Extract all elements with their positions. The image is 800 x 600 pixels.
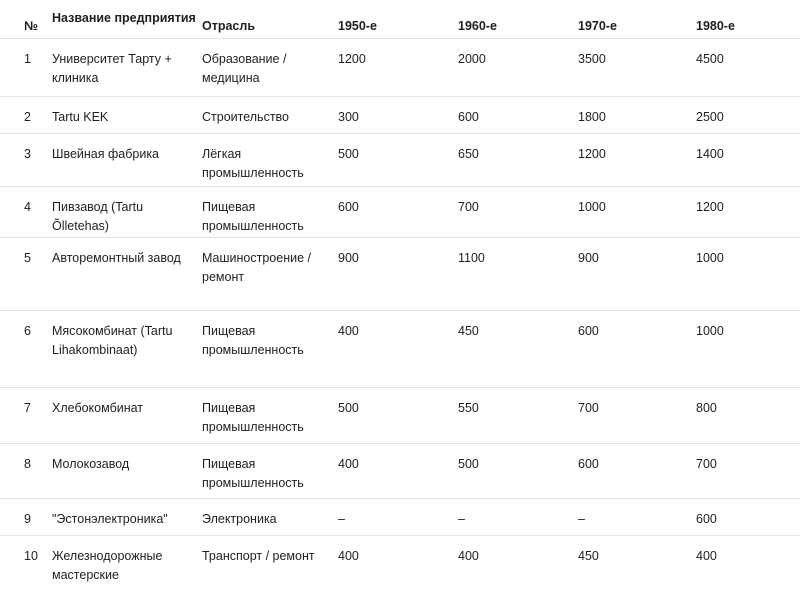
cell-1950s: 900 — [338, 250, 359, 265]
table-row — [0, 443, 800, 498]
cell-1980s: 400 — [696, 548, 717, 563]
cell-1980s: 1000 — [696, 323, 724, 338]
cell-1960s: 700 — [458, 199, 479, 214]
cell-name: Университет Тарту + клиника — [52, 51, 172, 85]
cell-1960s: 550 — [458, 400, 479, 415]
table-row — [0, 96, 800, 133]
cell-num: 4 — [24, 199, 31, 214]
cell-1970s: – — [578, 511, 585, 526]
cell-1960s: 500 — [458, 456, 479, 471]
cell-name: Хлебокомбинат — [52, 400, 144, 415]
table-row — [0, 38, 800, 96]
cell-name: Авторемонтный завод — [52, 250, 181, 265]
cell-num: 2 — [24, 109, 31, 124]
cell-1980s: 700 — [696, 456, 717, 471]
header-num: № — [24, 19, 38, 33]
cell-1970s: 700 — [578, 400, 599, 415]
cell-industry: Пищевая промышленность — [202, 400, 304, 434]
header-name: Название предприятия — [52, 11, 196, 25]
cell-1960s: 1100 — [458, 250, 485, 265]
cell-1950s: 400 — [338, 456, 359, 471]
cell-1980s: 1200 — [696, 199, 724, 214]
table-row — [0, 387, 800, 443]
table-row — [0, 535, 800, 591]
cell-1980s: 600 — [696, 511, 717, 526]
cell-industry: Транспорт / ремонт — [202, 548, 315, 563]
header-1980s: 1980-е — [696, 19, 735, 33]
cell-industry: Электроника — [202, 511, 277, 526]
header-1950s: 1950-е — [338, 19, 377, 33]
header-1960s: 1960-е — [458, 19, 497, 33]
cell-1970s: 600 — [578, 323, 599, 338]
table-row — [0, 237, 800, 310]
cell-1970s: 1000 — [578, 199, 606, 214]
cell-1960s: 600 — [458, 109, 479, 124]
cell-1970s: 1800 — [578, 109, 606, 124]
cell-1980s: 2500 — [696, 109, 724, 124]
cell-1950s: 400 — [338, 323, 359, 338]
cell-1970s: 600 — [578, 456, 599, 471]
cell-industry: Строительство — [202, 109, 289, 124]
cell-num: 8 — [24, 456, 31, 471]
cell-1970s: 3500 — [578, 51, 606, 66]
table-row — [0, 186, 800, 237]
cell-1960s: – — [458, 511, 465, 526]
cell-name: Железнодорожные мастерские — [52, 548, 163, 582]
cell-1980s: 1400 — [696, 146, 724, 161]
cell-num: 7 — [24, 400, 31, 415]
cell-1960s: 450 — [458, 323, 479, 338]
cell-num: 6 — [24, 323, 31, 338]
cell-1970s: 900 — [578, 250, 599, 265]
cell-1950s: 500 — [338, 146, 359, 161]
table-header-row — [0, 0, 800, 38]
cell-name: Пивзавод (Tartu Õlletehas) — [52, 199, 144, 233]
cell-name: Tartu KEK — [52, 109, 109, 124]
cell-name: Мясокомбинат (Tartu Lihakombinaat) — [52, 323, 173, 357]
cell-name: Молокозавод — [52, 456, 130, 471]
cell-1950s: 400 — [338, 548, 359, 563]
table-row — [0, 133, 800, 186]
cell-num: 9 — [24, 511, 31, 526]
cell-name: Швейная фабрика — [52, 146, 160, 161]
cell-num: 5 — [24, 250, 31, 265]
header-industry: Отрасль — [202, 19, 256, 33]
table-row — [0, 310, 800, 387]
cell-1950s: 600 — [338, 199, 359, 214]
table-row — [0, 498, 800, 535]
cell-1960s: 650 — [458, 146, 479, 161]
cell-1970s: 450 — [578, 548, 599, 563]
header-1970s: 1970-е — [578, 19, 617, 33]
cell-1950s: – — [338, 511, 345, 526]
cell-1950s: 300 — [338, 109, 359, 124]
cell-industry: Пищевая промышленность — [202, 323, 304, 357]
cell-industry: Лёгкая промышленность — [202, 146, 304, 180]
cell-industry: Образование / медицина — [202, 51, 287, 85]
cell-1970s: 1200 — [578, 146, 606, 161]
cell-industry: Пищевая промышленность — [202, 456, 304, 490]
cell-name: "Эстонэлектроника" — [52, 511, 168, 526]
cell-1980s: 1000 — [696, 250, 724, 265]
cell-num: 10 — [24, 548, 38, 563]
cell-num: 3 — [24, 146, 31, 161]
cell-industry: Машиностроение / ремонт — [202, 250, 311, 284]
cell-num: 1 — [24, 51, 31, 66]
cell-1950s: 1200 — [338, 51, 366, 66]
cell-1960s: 400 — [458, 548, 479, 563]
cell-industry: Пищевая промышленность — [202, 199, 304, 233]
cell-1980s: 4500 — [696, 51, 724, 66]
cell-1960s: 2000 — [458, 51, 486, 66]
cell-1950s: 500 — [338, 400, 359, 415]
cell-1980s: 800 — [696, 400, 717, 415]
